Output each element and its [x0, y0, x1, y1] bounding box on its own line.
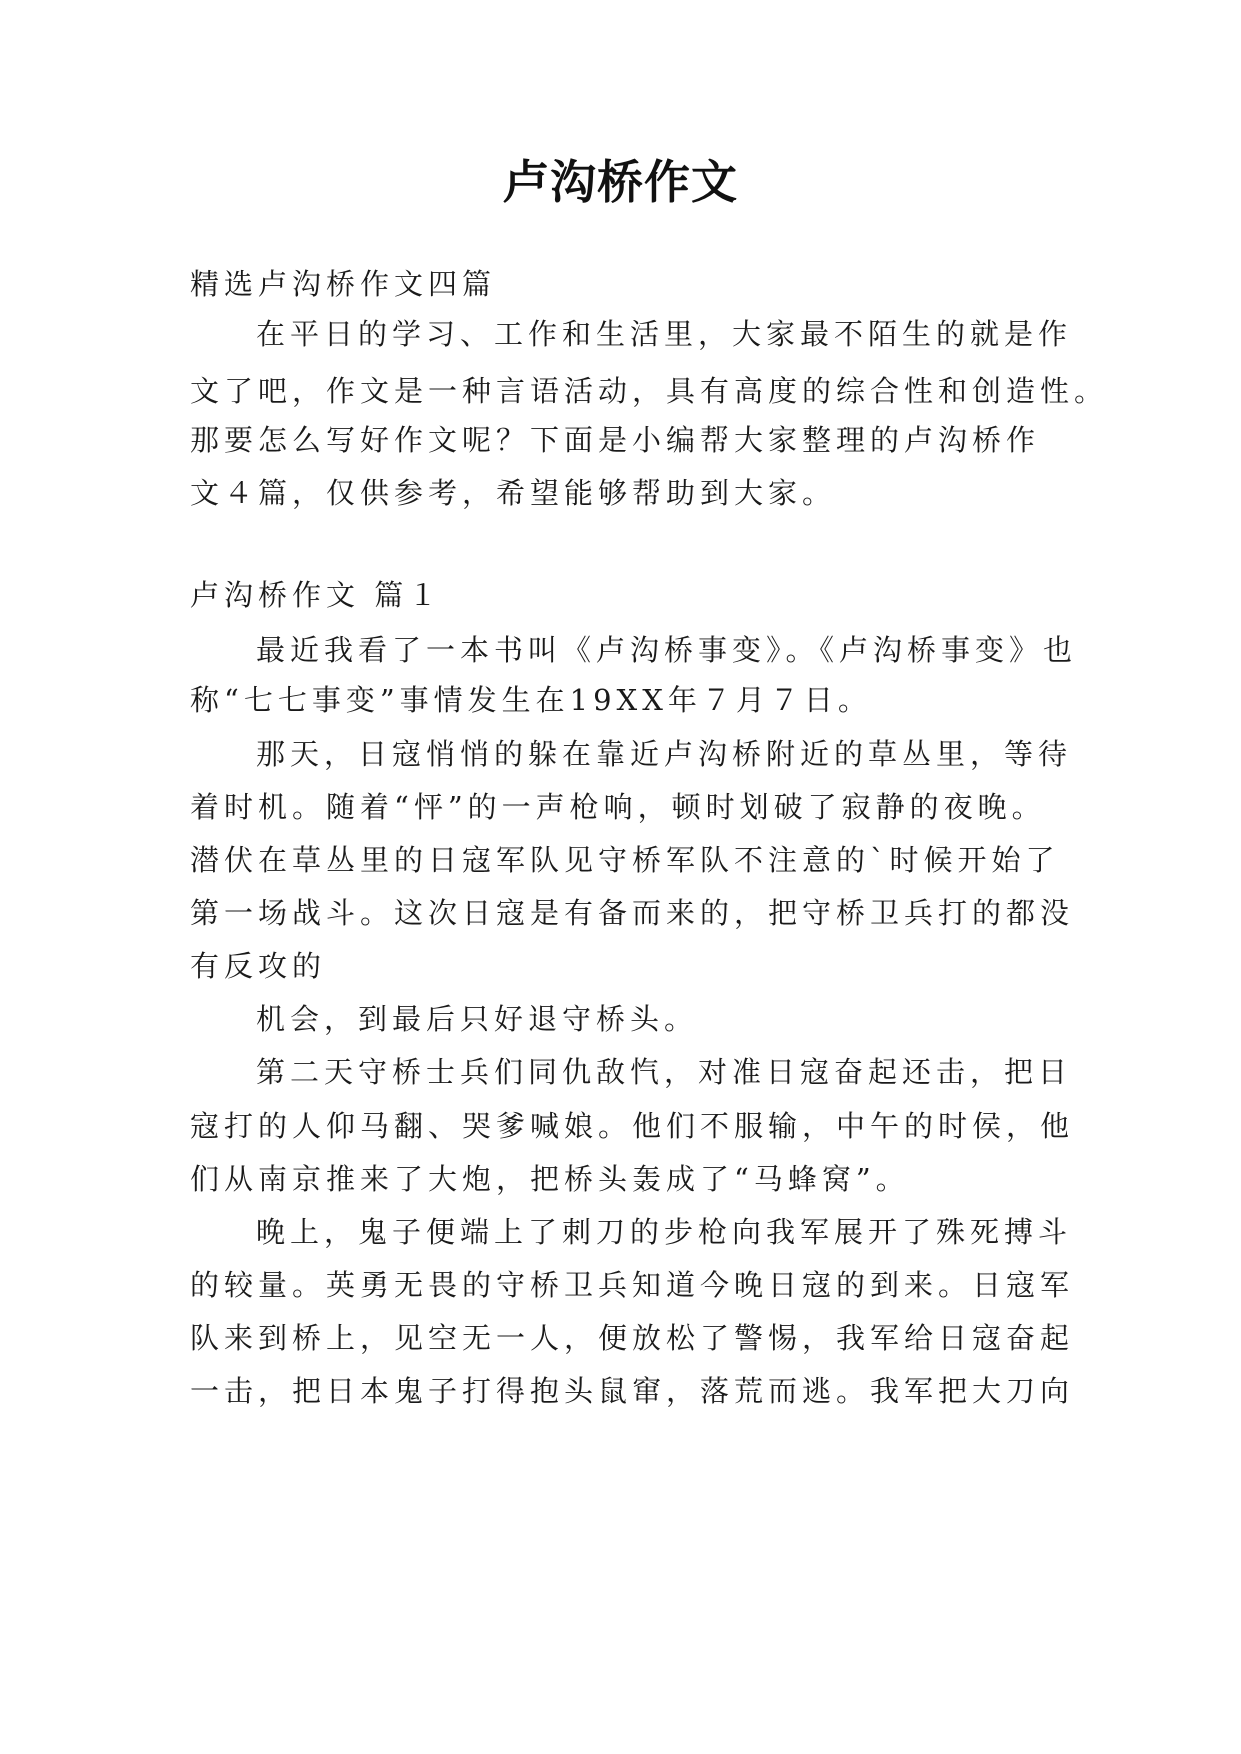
subtitle: 精选卢沟桥作文四篇: [190, 267, 497, 301]
body-line: 那天，日寇悄悄的躲在靠近卢沟桥附近的草丛里，等待: [256, 737, 1073, 771]
intro-line: 文了吧，作文是一种言语活动，具有高度的综合性和创造性。: [190, 374, 1109, 408]
body-line: 晚上，鬼子便端上了刺刀的步枪向我军展开了殊死搏斗: [256, 1215, 1073, 1249]
body-line: 一击，把日本鬼子打得抱头鼠窜，落荒而逃。我军把大刀向: [190, 1374, 1075, 1408]
body-line: 第二天守桥士兵们同仇敌忾，对准日寇奋起还击，把日: [256, 1055, 1073, 1089]
body-line: 的较量。英勇无畏的守桥卫兵知道今晚日寇的到来。日寇军: [190, 1268, 1075, 1302]
body-line: 潜伏在草丛里的日寇军队见守桥军队不注意的`时候开始了: [190, 843, 1060, 877]
intro-line: 在平日的学习、工作和生活里，大家最不陌生的就是作: [256, 317, 1073, 351]
body-line: 第一场战斗。这次日寇是有备而来的，把守桥卫兵打的都没: [190, 896, 1075, 930]
body-line: 最近我看了一本书叫《卢沟桥事变》。《卢沟桥事变》也: [256, 633, 1078, 667]
body-line: 机会，到最后只好退守桥头。: [256, 1002, 699, 1036]
intro-line: 那要怎么写好作文呢？下面是小编帮大家整理的卢沟桥作: [190, 423, 1041, 457]
body-line: 称“七七事变”事情发生在19XX年７月７日。: [190, 683, 872, 717]
body-line: 们从南京推来了大炮，把桥头轰成了“马蜂窝”。: [190, 1162, 910, 1196]
intro-line: 文４篇，仅供参考，希望能够帮助到大家。: [190, 476, 837, 510]
page-title: 卢沟桥作文: [503, 155, 738, 209]
body-line: 寇打的人仰马翻、哭爹喊娘。他们不服输，中午的时侯，他: [190, 1109, 1075, 1143]
body-line: 有反攻的: [190, 949, 327, 983]
body-line: 队来到桥上，见空无一人，便放松了警惕，我军给日寇奋起: [190, 1321, 1075, 1355]
section-heading: 卢沟桥作文 篇１: [190, 578, 443, 612]
body-line: 着时机。随着“怦”的一声枪响，顿时划破了寂静的夜晚。: [190, 790, 1046, 824]
